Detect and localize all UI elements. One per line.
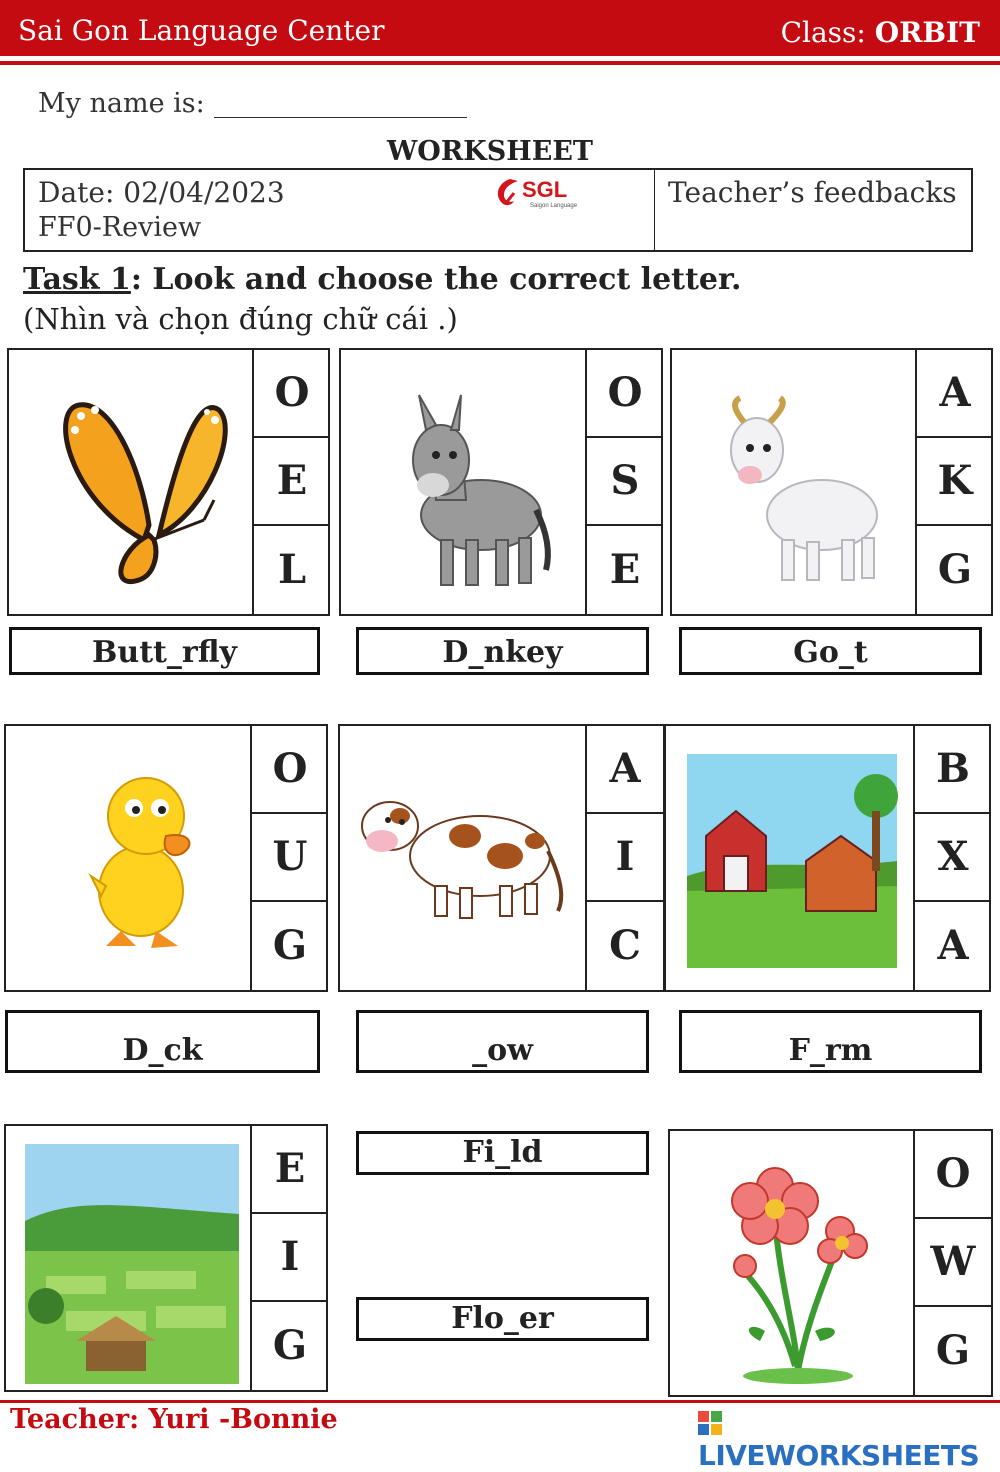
class-info	[781, 16, 980, 49]
letter-option[interactable]: E	[252, 1126, 328, 1214]
letter-options	[913, 1131, 991, 1395]
donkey-icon	[341, 350, 586, 614]
task-translation: (Nhìn và chọn đúng chữ cái .)	[23, 302, 458, 336]
letter-option[interactable]: K	[917, 438, 993, 526]
card-duck	[4, 724, 328, 992]
card-donkey	[339, 348, 663, 616]
liveworksheets-brand[interactable]	[698, 1406, 1000, 1472]
brand-text: LIVEWORKSHEETS	[698, 1439, 980, 1472]
card-farm	[664, 724, 991, 992]
task-label: Task 1	[23, 262, 131, 297]
letter-options	[250, 726, 328, 990]
butterfly-picture	[9, 350, 254, 614]
footer-line	[0, 1400, 1000, 1403]
letter-options	[915, 350, 993, 614]
flower-icon	[670, 1131, 915, 1395]
goat-icon	[672, 350, 917, 614]
letter-option[interactable]: O	[587, 350, 663, 438]
cow-icon	[340, 726, 585, 990]
header-underline	[0, 61, 1000, 65]
letter-options	[585, 350, 663, 614]
letter-option[interactable]: E	[254, 438, 330, 526]
flower-picture	[670, 1131, 915, 1395]
letter-option[interactable]: A	[937, 922, 969, 970]
cow-picture	[340, 726, 585, 990]
farm-picture	[666, 726, 915, 990]
field-picture	[6, 1126, 251, 1390]
farm-icon	[666, 726, 915, 990]
letter-option[interactable]: G	[937, 546, 973, 594]
butterfly-icon	[9, 350, 254, 614]
task-heading	[23, 262, 741, 297]
letter-option[interactable]: G	[935, 1327, 971, 1375]
card-butterfly	[7, 348, 330, 616]
letter-option[interactable]: O	[915, 1131, 991, 1219]
logo-subtext: Saigon Language	[530, 203, 578, 209]
card-cow	[338, 724, 665, 992]
letter-option[interactable]: I	[252, 1214, 328, 1302]
letter-option[interactable]: I	[587, 814, 663, 902]
letter-option[interactable]: A	[587, 726, 663, 814]
letter-option[interactable]: A	[917, 350, 993, 438]
feedback-label: Teacher’s feedbacks	[668, 176, 957, 209]
word-blank[interactable]: D_ck	[5, 1010, 320, 1073]
letter-option[interactable]: L	[277, 546, 307, 594]
card-flower	[668, 1129, 993, 1397]
info-divider	[654, 169, 655, 251]
duck-picture	[6, 726, 251, 990]
letter-options	[913, 726, 991, 990]
sgl-logo	[492, 173, 602, 213]
letter-option[interactable]: O	[252, 726, 328, 814]
letter-option[interactable]: G	[272, 1322, 308, 1370]
letter-options	[252, 350, 330, 614]
letter-option[interactable]: X	[915, 814, 991, 902]
lesson-code: FF0-Review	[38, 212, 202, 243]
worksheet-title: WORKSHEET	[386, 136, 593, 167]
letter-option[interactable]: S	[587, 438, 663, 526]
letter-option[interactable]: E	[609, 546, 641, 594]
letter-option[interactable]: U	[252, 814, 328, 902]
name-label: My name is:	[38, 88, 205, 119]
letter-options	[250, 1126, 328, 1390]
word-blank[interactable]: Fi_ld	[356, 1131, 649, 1175]
word-blank[interactable]: _ow	[356, 1010, 649, 1073]
name-blank[interactable]	[214, 117, 467, 118]
word-blank[interactable]: Flo_er	[356, 1297, 649, 1341]
word-blank[interactable]: Go_t	[679, 627, 982, 675]
word-blank[interactable]: D_nkey	[356, 627, 649, 675]
field-icon	[6, 1126, 251, 1390]
letter-option[interactable]: W	[915, 1219, 991, 1307]
word-blank[interactable]: F_rm	[679, 1010, 982, 1073]
letter-option[interactable]: C	[609, 922, 641, 970]
duck-icon	[6, 726, 251, 990]
letter-options	[585, 726, 663, 990]
liveworksheets-logo-icon	[698, 1411, 722, 1435]
donkey-picture	[341, 350, 586, 614]
class-label: Class:	[780, 16, 866, 49]
goat-picture	[672, 350, 917, 614]
date-text: Date: 02/04/2023	[38, 176, 285, 209]
teacher-name: Teacher: Yuri -Bonnie	[10, 1404, 338, 1435]
letter-option[interactable]: O	[254, 350, 330, 438]
logo-text: SGL	[522, 177, 568, 202]
card-goat	[670, 348, 993, 616]
card-field	[4, 1124, 328, 1392]
letter-option[interactable]: G	[272, 922, 308, 970]
letter-option[interactable]: B	[915, 726, 991, 814]
center-name: Sai Gon Language Center	[18, 14, 385, 47]
class-name: ORBIT	[874, 16, 980, 49]
task-instruction: : Look and choose the correct letter.	[130, 262, 742, 297]
word-blank[interactable]: Butt_rfly	[9, 627, 320, 675]
